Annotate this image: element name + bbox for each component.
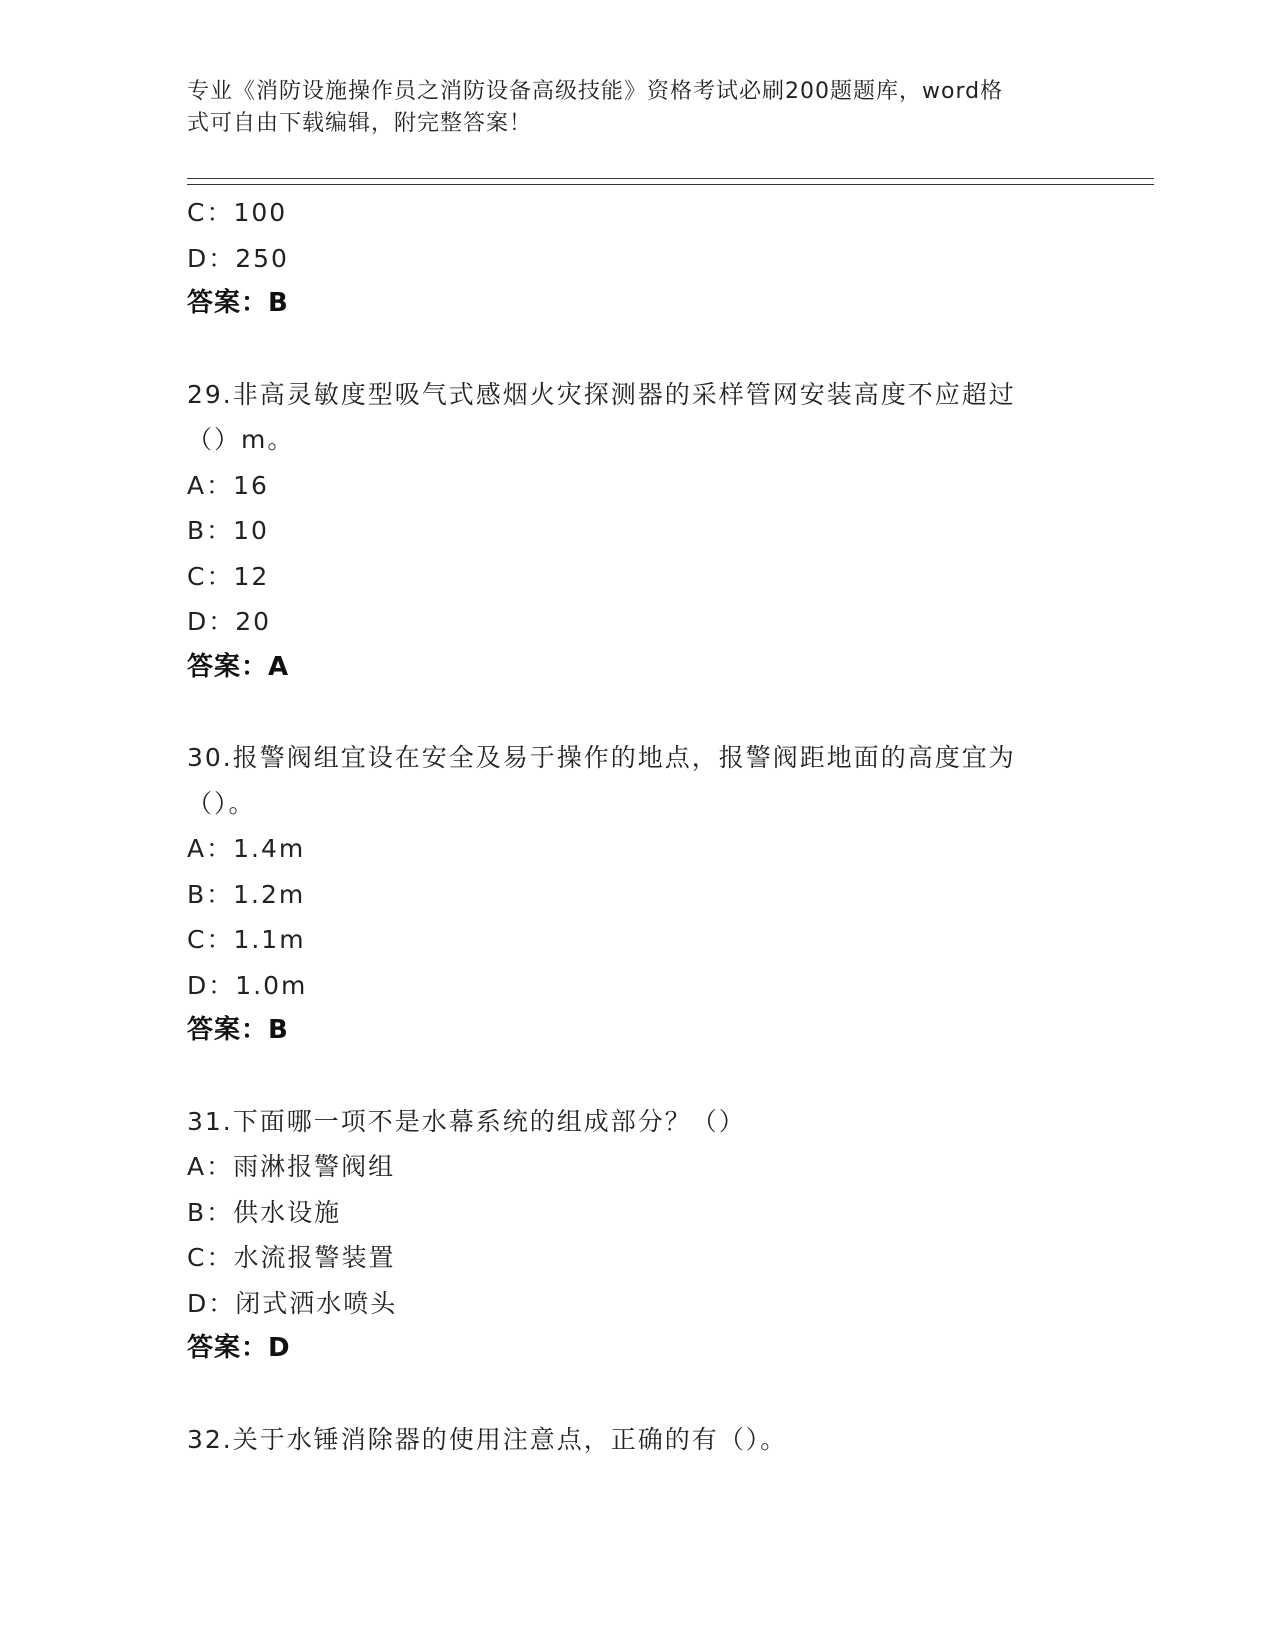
question-text: 29.非高灵敏度型吸气式感烟火灾探测器的采样管网安装高度不应超过 xyxy=(187,379,1016,409)
header-divider xyxy=(187,178,1154,185)
option-a: A：16 xyxy=(187,470,269,500)
option-c: C：水流报警装置 xyxy=(187,1243,396,1272)
spacer xyxy=(187,327,1087,372)
answer-line: 答案：B xyxy=(187,288,289,318)
option-c: C：100 xyxy=(187,198,288,227)
document-body xyxy=(187,190,1087,1462)
question-31 xyxy=(187,1099,1087,1372)
option-d: D：1.0m xyxy=(187,970,308,1000)
option-b: B：10 xyxy=(187,516,269,545)
answer-line: 答案：B xyxy=(187,1015,289,1045)
option-d: D：闭式洒水喷头 xyxy=(187,1288,398,1318)
question-text: 30.报警阀组宜设在安全及易于操作的地点，报警阀距地面的高度宜为 xyxy=(187,743,1016,772)
question-32 xyxy=(187,1417,1087,1463)
question-text: 32.关于水锤消除器的使用注意点，正确的有（）。 xyxy=(187,1424,788,1454)
spacer xyxy=(187,1372,1087,1417)
document-header xyxy=(187,76,1067,140)
question-text: 31.下面哪一项不是水幕系统的组成部分？（） xyxy=(187,1106,746,1136)
answer-line: 答案：D xyxy=(187,1333,291,1363)
option-d: D：250 xyxy=(187,243,289,273)
spacer xyxy=(187,690,1087,735)
question-text-continued: （）m。 xyxy=(187,425,295,454)
option-b: B：1.2m xyxy=(187,879,306,909)
question-text-continued: （）。 xyxy=(187,788,256,818)
option-c: C：1.1m xyxy=(187,925,306,954)
option-a: A：雨淋报警阀组 xyxy=(187,1152,396,1181)
question-30 xyxy=(187,735,1087,1054)
answer-line: 答案：A xyxy=(187,651,290,682)
option-d: D：20 xyxy=(187,607,272,636)
option-a: A：1.4m xyxy=(187,834,306,863)
header-title-line-2: 式可自由下载编辑，附完整答案！ xyxy=(187,111,533,136)
option-c: C：12 xyxy=(187,561,270,591)
option-b: B：供水设施 xyxy=(187,1197,342,1227)
header-title-line-1: 专业《消防设施操作员之消防设备高级技能》资格考试必刷200题题库，word格 xyxy=(187,79,1004,104)
question-28-continued xyxy=(187,190,1087,327)
question-29 xyxy=(187,372,1087,691)
spacer xyxy=(187,1054,1087,1099)
